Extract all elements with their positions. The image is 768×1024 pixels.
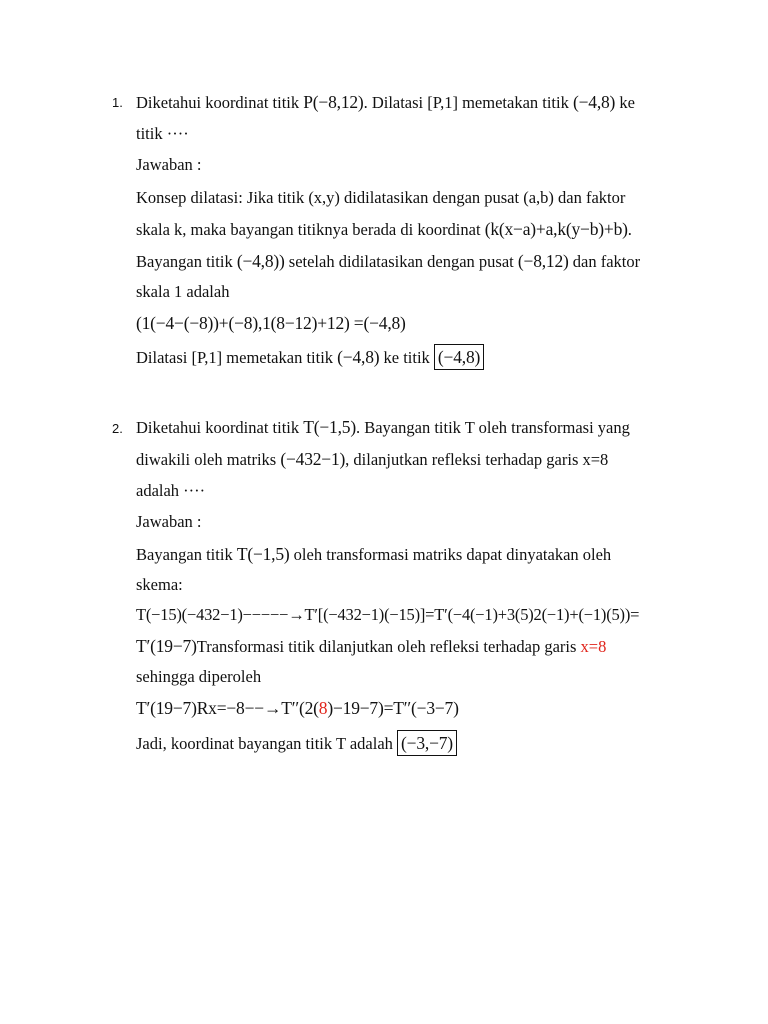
problem-2-line-1: Diketahui koordinat titik T(−1,5). Bayangan titik T oleh transformasi yang (136, 417, 630, 437)
problem-1-line-4: Konsep dilatasi: Jika titik (x,y) didilatasikan dengan pusat (a,b) dan faktor (136, 188, 626, 207)
problem-2-line-6: skema: (136, 575, 183, 594)
problem-2-number: 2. (112, 421, 123, 436)
highlighted-eight: 8 (318, 698, 328, 718)
problem-1-number: 1. (112, 95, 123, 110)
problem-1-line-5: skala k, maka bayangan titiknya berada di koordinat (k(x−a)+a,k(y−b)+b). (136, 219, 632, 239)
dilation-formula: (k(x−a)+a,k(y−b)+b) (484, 219, 628, 239)
final-answer-box: (−3,−7) (397, 730, 457, 756)
problem-2-line-8: T′(19−7)Transformasi titik dilanjutkan oleh refleksi terhadap garis x=8 (136, 636, 607, 656)
point-t: T(−1,5) (303, 417, 356, 437)
problem-1-line-6: Bayangan titik (−4,8)) setelah didilatasikan dengan pusat (−8,12) dan faktor (136, 251, 641, 271)
answer-heading: Jawaban : (136, 512, 202, 531)
problem-2-line-3: adalah ···· (136, 481, 206, 500)
problem-1-line-7: skala 1 adalah (136, 282, 230, 301)
problem-2-conclusion: Jadi, koordinat bayangan titik T adalah (−3,−7) (136, 733, 457, 754)
problem-1-line-2: titik ···· (136, 124, 189, 143)
matrix-scheme: T(−15)(−432−1)−−−−−→T′[(−432−1)(−15)]=T′(−4(−1)+3(5)2(−1)+(−1)(5))= (136, 605, 640, 624)
problem-2-line-9: sehingga diperoleh (136, 667, 262, 686)
reflection-calculation: T′(19−7)Rx=−8−−→T′′(2(8)−19−7)=T′′(−3−7) (136, 698, 459, 718)
reflection-line-highlight: x=8 (580, 637, 607, 656)
answer-heading: Jawaban : (136, 155, 202, 174)
point-p: P(−8,12) (303, 92, 364, 112)
transformation-matrix: (−432−1) (280, 449, 346, 469)
problem-1-line-1: Diketahui koordinat titik P(−8,12). Dilatasi [P,1] memetakan titik (−4,8) ke (136, 92, 635, 112)
final-answer-box: (−4,8) (434, 344, 484, 370)
problem-2-line-5: Bayangan titik T(−1,5) oleh transformasi matriks dapat dinyatakan oleh (136, 544, 612, 564)
problem-1-conclusion: Dilatasi [P,1] memetakan titik (−4,8) ke titik (−4,8) (136, 347, 484, 368)
problem-1-calculation: (1(−4−(−8))+(−8),1(8−12)+12) =(−4,8) (136, 313, 406, 333)
problem-2-line-2: diwakili oleh matriks (−432−1), dilanjutkan refleksi terhadap garis x=8 (136, 449, 609, 469)
